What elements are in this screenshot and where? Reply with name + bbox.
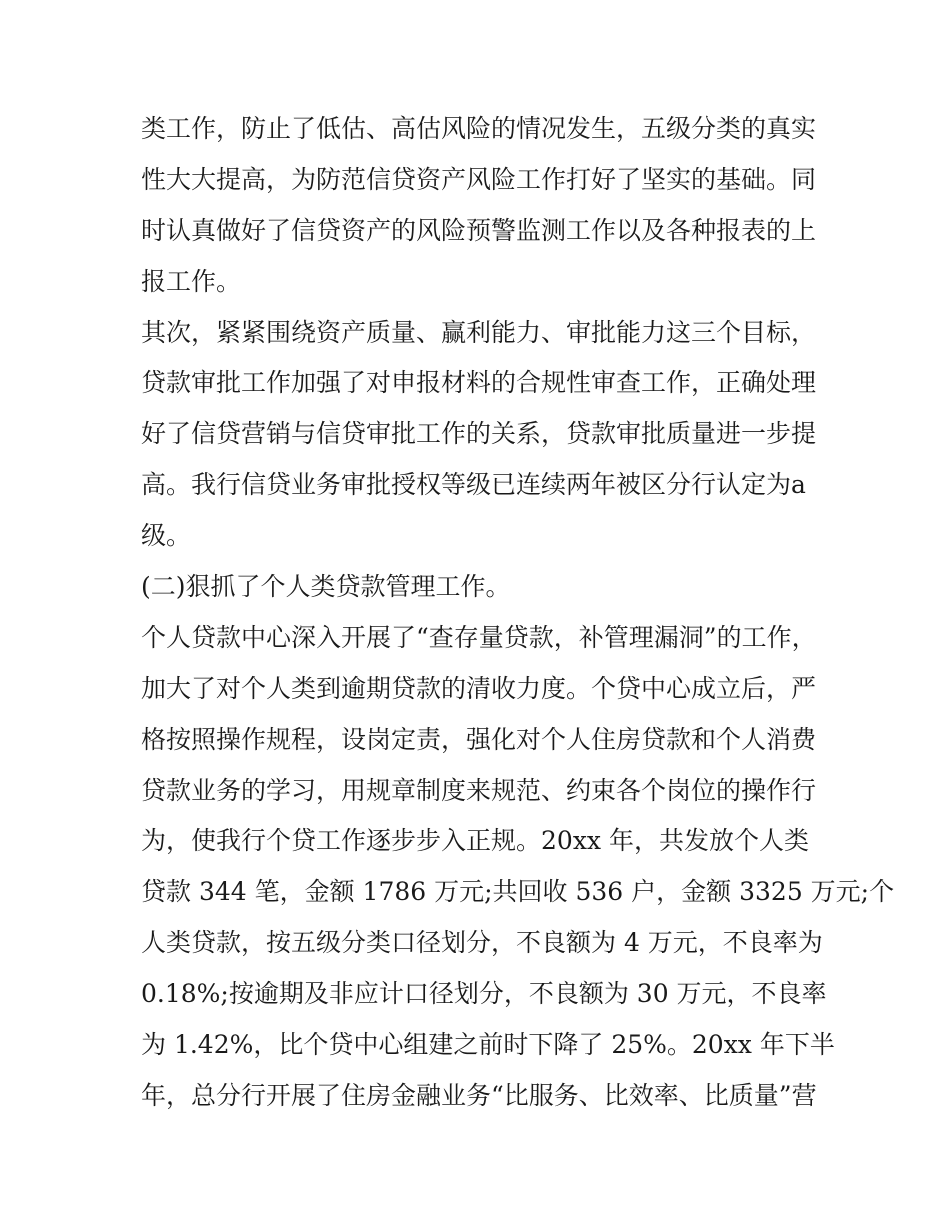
- text-line: 人类贷款，按五级分类口径划分，不良额为 4 万元，不良率为: [141, 928, 823, 958]
- text-line: 级。: [141, 521, 192, 551]
- text-line: 报工作。: [141, 266, 242, 296]
- body-text: [141, 104, 895, 1122]
- text-line: 为，使我行个贷工作逐步步入正规。20xx 年，共发放个人类: [141, 826, 809, 856]
- text-line: 年，总分行开展了住房金融业务“比服务、比效率、比质量”营: [141, 1080, 817, 1110]
- text-line: 性大大提高，为防范信贷资产风险工作打好了坚实的基础。同: [141, 164, 817, 194]
- text-line: 贷款审批工作加强了对申报材料的合规性审查工作，正确处理: [141, 368, 817, 398]
- text-line: 加大了对个人类到逾期贷款的清收力度。个贷中心成立后，严: [141, 673, 817, 703]
- text-line: 个人贷款中心深入开展了“查存量贷款，补管理漏洞”的工作，: [141, 622, 817, 652]
- text-line: 0.18%;按逾期及非应计口径划分，不良额为 30 万元，不良率: [141, 979, 827, 1009]
- text-line: 其次，紧紧围绕资产质量、赢利能力、审批能力这三个目标，: [141, 317, 817, 347]
- section-heading: (二)狠抓了个人类贷款管理工作。: [141, 572, 511, 602]
- text-line: 高。我行信贷业务审批授权等级已连续两年被区分行认定为a: [141, 470, 806, 500]
- text-line: 格按照操作规程，设岗定责，强化对个人住房贷款和个人消费: [141, 724, 817, 754]
- text-line: 类工作，防止了低估、高估风险的情况发生，五级分类的真实: [141, 114, 817, 143]
- text-line: 时认真做好了信贷资产的风险预警监测工作以及各种报表的上: [141, 215, 817, 245]
- text-line: 贷款业务的学习，用规章制度来规范、约束各个岗位的操作行: [141, 775, 817, 805]
- text-line: 贷款 344 笔，金额 1786 万元;共回收 536 户，金额 3325 万元;个: [141, 877, 895, 907]
- text-line: 为 1.42%，比个贷中心组建之前时下降了 25%。20xx 年下半: [141, 1030, 835, 1060]
- text-line: 好了信贷营销与信贷审批工作的关系，贷款审批质量进一步提: [141, 419, 817, 449]
